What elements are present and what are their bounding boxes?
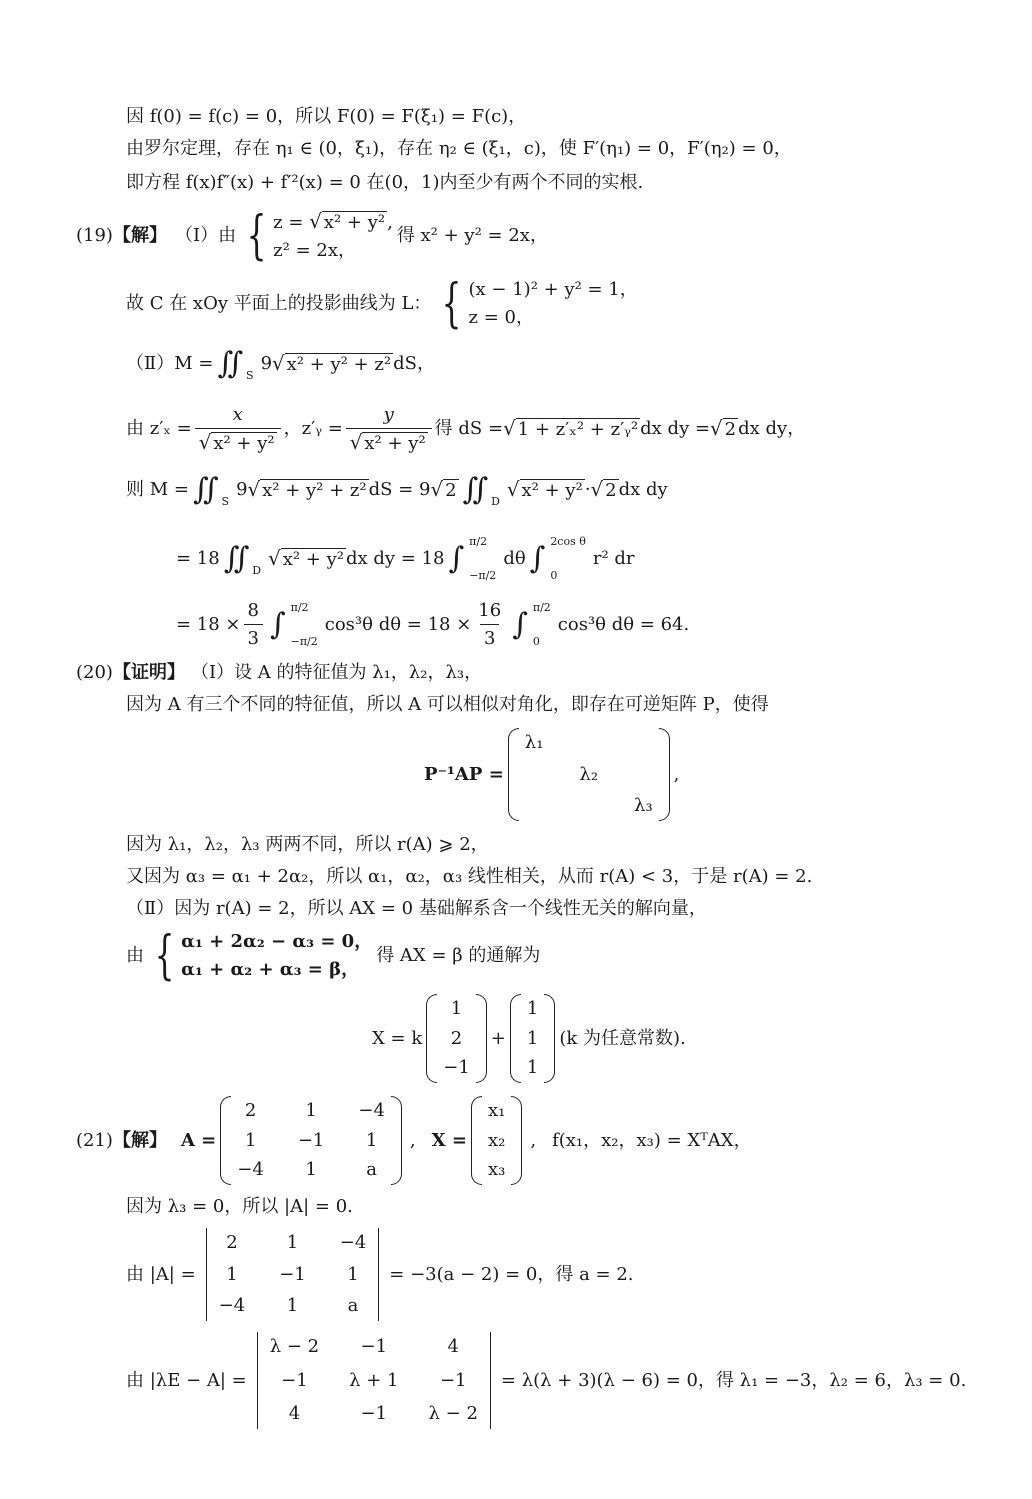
matrix-entry: 1	[305, 1100, 317, 1121]
text: 由 |λE − A| =	[126, 1369, 247, 1391]
matrix-entry: −4	[237, 1159, 264, 1181]
text: 得 x² + y² = 2x，	[396, 225, 548, 247]
proof-tag: 【证明】	[112, 662, 185, 683]
text: （Ⅰ）设 A 的特征值为 λ₁，λ₂，λ₃，	[190, 662, 483, 683]
double-integral: ∬ D	[223, 541, 262, 577]
matrix-entry: −4	[218, 1295, 246, 1317]
matrix-entry: 1	[226, 1263, 238, 1285]
text: (k 为任意常数).	[559, 1027, 686, 1049]
problem-21-line: (21) 【解】 A = 2 1 −4 1 −1 1 −4 1 a , X = x₁ x₂ x₃ , f(x₁，x₂，x₃) = XᵀAX，	[76, 1096, 752, 1185]
radicand: x² + y²	[213, 432, 275, 454]
text: dS，	[393, 353, 435, 375]
text: 9	[236, 479, 248, 501]
fraction: x √ x² + y²	[195, 404, 281, 454]
denominator: 3	[480, 624, 499, 650]
text: A =	[180, 1129, 217, 1151]
equation: α₁ + α₂ + α₃ = β，	[181, 959, 360, 980]
double-integral: ∬ D	[462, 472, 500, 508]
sqrt: √ 2	[710, 416, 737, 440]
matrix-entry: x₃	[487, 1159, 506, 1181]
problem-number: (21)	[76, 1129, 113, 1151]
upper-limit: 2cos θ	[550, 535, 586, 548]
matrix-entry: 1	[365, 1129, 378, 1151]
double-integral: ∬ S	[217, 346, 254, 382]
upper-limit: π/2	[532, 600, 551, 614]
matrix-entry: λ₂	[579, 763, 599, 785]
text: z =	[273, 211, 310, 233]
text: +	[490, 1027, 506, 1049]
matrix-entry: −1	[360, 1403, 388, 1425]
vector	[426, 994, 487, 1083]
equation-system	[240, 206, 393, 266]
text: = 18	[176, 548, 220, 570]
brace-icon: {	[442, 274, 462, 334]
matrix-entry	[525, 764, 544, 786]
text-line	[126, 346, 435, 382]
sqrt: √ x² + y²	[506, 477, 583, 501]
matrix-entry: λ₁	[524, 732, 544, 753]
matrix-entry: −1	[439, 1369, 467, 1391]
matrix-entry	[634, 732, 653, 754]
text-line: 因 f(0) = f(c) = 0，所以 F(0) = F(ξ₁) = F(c)，	[126, 106, 527, 127]
fraction	[474, 600, 505, 649]
matrix-entry: x₁	[487, 1100, 506, 1121]
radicand: x² + y² + z²	[262, 479, 367, 501]
text-line: （Ⅱ）因为 r(A) = 2，所以 AX = 0 基础解系含一个线性无关的解向量，	[126, 898, 707, 919]
lower-limit: 0	[550, 568, 558, 582]
radicand: 2	[445, 479, 457, 501]
text-line	[176, 536, 635, 582]
matrix-entry	[525, 795, 544, 817]
matrix-entry: −1	[279, 1263, 306, 1285]
numerator: y	[383, 404, 394, 425]
text: ，z′ᵧ =	[283, 418, 343, 440]
fraction	[244, 600, 263, 649]
integral: ∫ 2cos θ 0	[529, 535, 586, 582]
text-line	[126, 926, 541, 986]
text: dx dy	[618, 479, 668, 501]
problem-20-line	[76, 662, 482, 684]
text-line	[126, 472, 668, 508]
text-line: 又因为 α₃ = α₁ + 2α₂，所以 α₁，α₂，α₃ 线性相关，从而 r(A) < 3，于是 r(A) = 2.	[126, 866, 813, 887]
matrix-entry: 1	[450, 998, 463, 1019]
brace-icon: {	[246, 206, 267, 266]
problem-19-line	[76, 206, 548, 266]
equation	[273, 211, 393, 234]
matrix-entry: 4	[447, 1336, 459, 1357]
general-solution	[372, 994, 686, 1083]
matrix-entry: a	[347, 1295, 359, 1317]
matrix-entry: 1	[305, 1159, 317, 1181]
text-line: 因为 λ₃ = 0，所以 |A| = 0.	[126, 1196, 353, 1217]
lower-limit: −π/2	[290, 634, 318, 648]
solution-tag: 【解】	[112, 1129, 167, 1151]
matrix-entry: 2	[244, 1100, 257, 1121]
sqrt: √ 2	[590, 477, 617, 501]
sqrt: √ x² + y² + z²	[247, 477, 367, 501]
matrix-entry: −1	[443, 1057, 470, 1079]
numerator: x	[232, 404, 243, 425]
matrix-entry: −4	[339, 1232, 367, 1253]
denominator: 3	[244, 624, 263, 650]
matrix-entry: 1	[244, 1129, 257, 1151]
equation: z² = 2x，	[273, 239, 356, 261]
matrix-A	[220, 1096, 402, 1185]
matrix-entry: 1	[526, 998, 539, 1019]
sqrt: √ 2	[430, 477, 457, 501]
text: 由	[126, 945, 144, 967]
matrix-entry: x₂	[487, 1129, 506, 1151]
radicand: x² + y²	[521, 479, 583, 501]
matrix-entry: λ − 2	[428, 1403, 478, 1425]
text: dθ	[503, 548, 526, 570]
text: P⁻¹AP =	[424, 763, 504, 785]
text: （Ⅱ）M =	[126, 353, 214, 375]
matrix-entry: 2	[226, 1232, 238, 1253]
equation-system: { α₁ + 2α₂ − α₃ = 0， α₁ + α₂ + α₃ = β，	[154, 926, 373, 986]
text: 得 dS =	[434, 418, 504, 440]
text: 9	[260, 353, 273, 375]
matrix-entry: −1	[297, 1129, 325, 1151]
lower-limit: 0	[532, 634, 540, 648]
matrix-entry: 1	[526, 1027, 539, 1049]
domain-label: D	[252, 563, 262, 577]
numerator: 8	[247, 600, 259, 621]
fraction: y √ x² + y²	[346, 404, 432, 454]
matrix-entry: −1	[360, 1336, 388, 1357]
equation-system	[435, 274, 638, 334]
text: dx dy，	[738, 418, 806, 440]
text: X = k	[372, 1027, 423, 1049]
radicand: 2	[605, 479, 617, 501]
text-line	[176, 600, 689, 649]
radicand: 1 + z′ₓ² + z′ᵧ²	[517, 418, 639, 440]
double-integral: ∬ S	[192, 472, 230, 508]
equation: (x − 1)² + y² = 1，	[468, 279, 638, 301]
matrix-entry: λ + 1	[349, 1369, 399, 1391]
radicand: 2	[724, 418, 737, 440]
text: 则 M =	[126, 479, 189, 501]
lower-limit: −π/2	[469, 568, 497, 582]
text: r² dr	[592, 548, 635, 570]
sqrt: √ x² + y²	[268, 546, 344, 570]
text-line: 因为 λ₁，λ₂，λ₃ 两两不同，所以 r(A) ⩾ 2，	[126, 834, 489, 855]
text: cos³θ dθ = 18 ×	[324, 613, 472, 635]
text: cos³θ dθ = 64.	[557, 613, 690, 635]
matrix-entry: −4	[358, 1100, 385, 1121]
text: X =	[431, 1129, 467, 1151]
text: dx dy = 18	[345, 548, 445, 570]
text: 由 z′ₓ =	[126, 418, 192, 440]
matrix-entry: −1	[281, 1369, 308, 1391]
diagonal-matrix	[508, 728, 670, 821]
solution-tag: 【解】	[112, 225, 167, 247]
equation: α₁ + 2α₂ − α₃ = 0，	[181, 931, 373, 953]
matrix-entry: λ − 2	[269, 1336, 320, 1357]
integral: ∫ π/2 −π/2	[448, 535, 497, 582]
matrix-entry: 4	[288, 1403, 301, 1425]
problem-number: (20)	[76, 662, 113, 683]
equation: z = 0，	[468, 307, 534, 328]
text-line: 由罗尔定理，存在 η₁ ∈ (0，ξ₁)，存在 η₂ ∈ (ξ₁，c)，使 F′(η₁) = 0，F′(η₂) = 0，	[126, 138, 792, 159]
radicand: x² + y²	[282, 548, 344, 570]
matrix-entry: 1	[286, 1232, 299, 1253]
matrix-entry: 2	[450, 1027, 463, 1049]
radicand: x² + y²	[364, 432, 426, 454]
integral: ∫ π/2 −π/2	[269, 600, 318, 648]
domain-label: S	[221, 494, 230, 508]
determinant	[200, 1228, 386, 1321]
text: dS = 9	[368, 479, 431, 501]
sqrt: √ x² + y²	[309, 209, 386, 233]
matrix-entry	[579, 732, 598, 754]
text: ·	[584, 479, 591, 501]
text: 由 |A| =	[126, 1263, 196, 1285]
text: = −3(a − 2) = 0，得 a = 2.	[389, 1263, 634, 1285]
text-line: 因为 A 有三个不同的特征值，所以 A 可以相似对角化，即存在可逆矩阵 P，使得	[126, 694, 769, 715]
vector-X	[471, 1096, 522, 1185]
text-line	[126, 1332, 966, 1429]
sqrt: √ 1 + z′ₓ² + z′ᵧ²	[503, 416, 639, 440]
vector	[510, 994, 555, 1083]
matrix-entry: 1	[526, 1057, 539, 1079]
diagonalization-equation: P⁻¹AP = λ₁ λ₂ λ₃ ,	[424, 728, 679, 821]
text: = 18 ×	[176, 613, 241, 635]
text: 故 C 在 xOy 平面上的投影曲线为 L：	[126, 293, 432, 315]
matrix-entry	[634, 764, 653, 786]
radicand: x² + y²	[323, 211, 386, 233]
text: f(x₁，x₂，x₃) = XᵀAX，	[552, 1129, 752, 1151]
integral: ∫ π/2 0	[512, 600, 551, 648]
text: ,	[387, 211, 393, 233]
text-line	[126, 404, 805, 454]
domain-label: D	[491, 494, 500, 508]
text: = λ(λ + 3)(λ − 6) = 0，得 λ₁ = −3，λ₂ = 6，λ₃ = 0.	[500, 1369, 967, 1391]
matrix-entry: 1	[286, 1295, 299, 1317]
numerator: 16	[478, 600, 502, 621]
determinant	[251, 1332, 497, 1429]
text-line: 即方程 f(x)f″(x) + f′²(x) = 0 在(0，1)内至少有两个不同的实根.	[126, 172, 644, 193]
upper-limit: π/2	[469, 535, 488, 548]
matrix-entry: 1	[347, 1263, 359, 1285]
text: 得 AX = β 的通解为	[376, 945, 541, 967]
sqrt: √ x² + y² + z²	[272, 351, 392, 375]
text: dx dy =	[640, 418, 711, 440]
domain-label: S	[246, 368, 254, 382]
matrix-entry: a	[366, 1159, 378, 1181]
text-line	[126, 274, 642, 334]
problem-number: (19)	[76, 225, 113, 247]
radicand: x² + y² + z²	[286, 353, 392, 375]
text: （Ⅰ）由	[174, 225, 237, 247]
matrix-entry: λ₃	[634, 795, 653, 817]
matrix-entry	[579, 795, 598, 817]
upper-limit: π/2	[290, 600, 309, 614]
text-line	[126, 1228, 634, 1321]
